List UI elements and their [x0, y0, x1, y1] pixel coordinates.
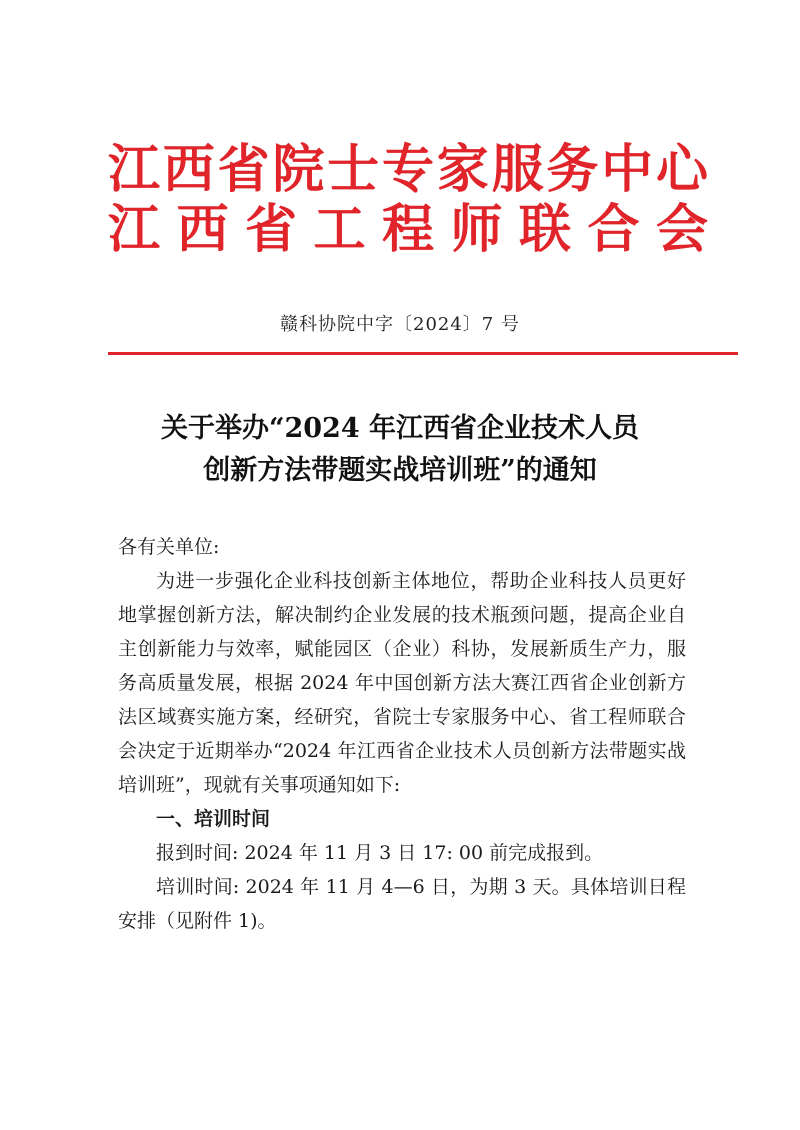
red-divider: [108, 352, 738, 355]
issuing-org-line-2: 江西省工程师联合会: [108, 199, 708, 260]
registration-time-line: 报到时间: 2024 年 11 月 3 日 17: 00 前完成报到。: [156, 842, 604, 864]
salutation: 各有关单位:: [118, 536, 220, 558]
title-line-1: 关于举办“2024 年江西省企业技术人员: [160, 413, 640, 444]
document-body: [118, 564, 686, 938]
training-time-line: 培训时间: 2024 年 11 月 4—6 日，为期 3 天。具体培训日程安排（见附件 1)。: [118, 876, 686, 932]
document-number: 赣科协院中字〔2024〕7 号: [280, 314, 520, 335]
issuing-org-line-1: 江西省院士专家服务中心: [108, 139, 708, 200]
section-heading-training-time: 一、培训时间: [156, 808, 271, 830]
document-title: [0, 408, 800, 492]
title-line-2: 创新方法带题实战培训班”的通知: [203, 455, 597, 486]
intro-paragraph: 为进一步强化企业科技创新主体地位，帮助企业科技人员更好地掌握创新方法，解决制约企业发展的技术瓶颈问题，提高企业自主创新能力与效率，赋能园区（企业）科协，发展新质生产力，服务高质量发展，根据 2024 年中国创新方法大赛江西省企业创新方法区域赛实施方案，经研究，省院士专家服务中心、省工程师联合会决定于近期举办“2024 年江西省企业技术人员创新方法带题实战培训班”，现就有关事项通知如下:: [118, 570, 686, 796]
